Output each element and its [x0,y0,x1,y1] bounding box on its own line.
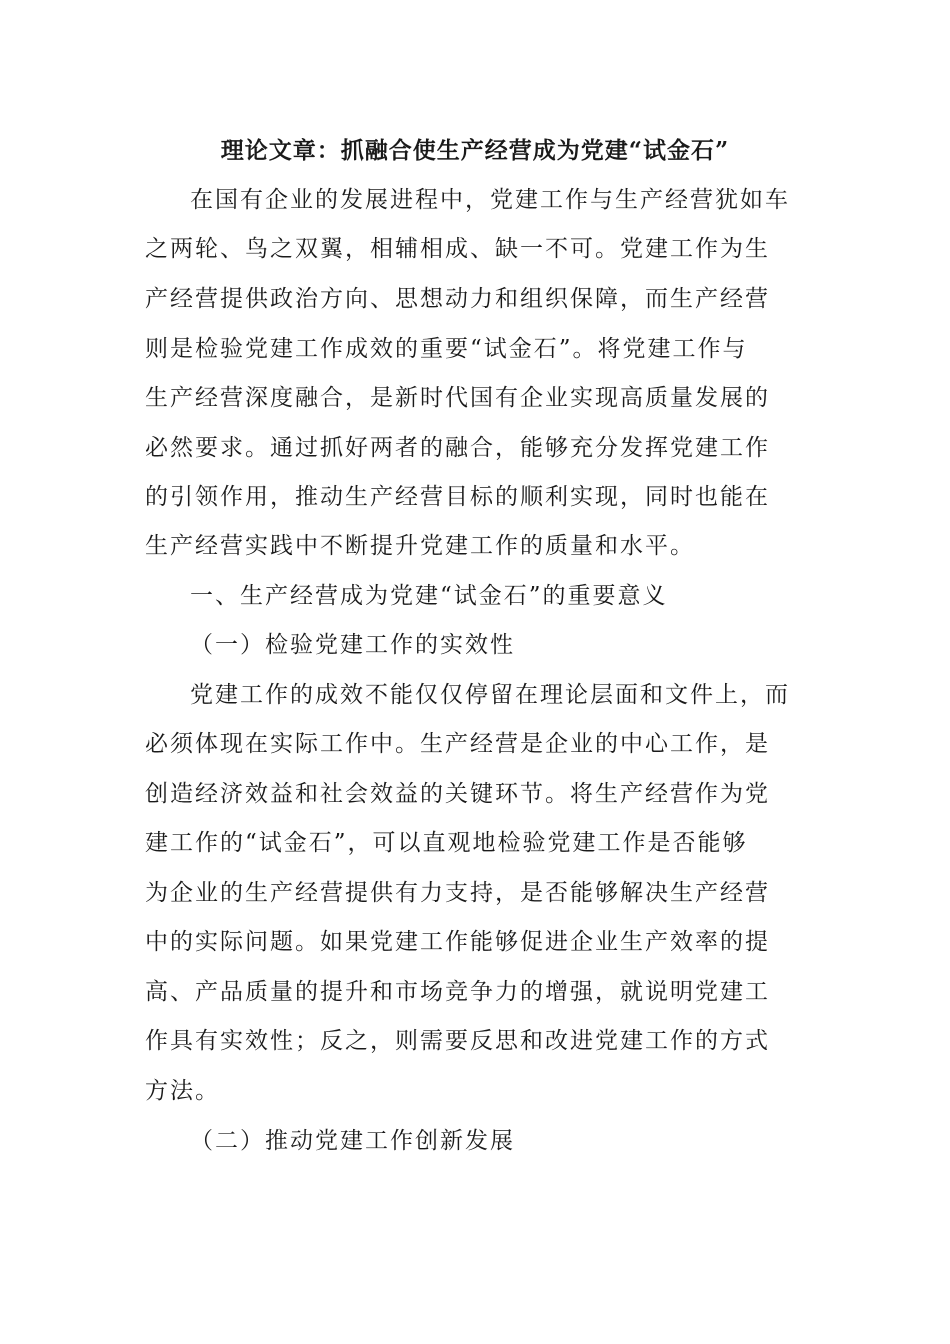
body-line: 产经营提供政治方向、思想动力和组织保障，而生产经营 [145,286,770,312]
body-line: 在国有企业的发展进程中，党建工作与生产经营犹如车 [190,187,790,213]
body-line: 为企业的生产经营提供有力支持，是否能够解决生产经营 [145,880,770,906]
subsection-heading: （一）检验党建工作的实效性 [190,632,515,658]
body-line: 生产经营深度融合，是新时代国有企业实现高质量发展的 [145,385,770,411]
body-line: 中的实际问题。如果党建工作能够促进企业生产效率的提 [145,929,770,955]
body-line: 的引领作用，推动生产经营目标的顺利实现，同时也能在 [145,484,770,510]
subsection-heading: （二）推动党建工作创新发展 [190,1128,515,1154]
body-line: 之两轮、鸟之双翼，相辅相成、缺一不可。党建工作为生 [145,236,770,262]
body-line: 建工作的“试金石”，可以直观地检验党建工作是否能够 [145,830,748,856]
body-line: 作具有实效性；反之，则需要反思和改进党建工作的方式 [145,1028,770,1054]
body-line: 必然要求。通过抓好两者的融合，能够充分发挥党建工作 [145,435,770,461]
body-line: 创造经济效益和社会效益的关键环节。将生产经营作为党 [145,781,770,807]
document-title: 理论文章：抓融合使生产经营成为党建“试金石” [220,137,730,164]
body-line: 高、产品质量的提升和市场竞争力的增强，就说明党建工 [145,979,770,1005]
section-heading: 一、生产经营成为党建“试金石”的重要意义 [190,583,668,609]
body-line: 党建工作的成效不能仅仅停留在理论层面和文件上，而 [190,682,790,708]
body-line: 生产经营实践中不断提升党建工作的质量和水平。 [145,533,695,559]
body-line: 则是检验党建工作成效的重要“试金石”。将党建工作与 [145,336,748,362]
body-line: 方法。 [145,1078,220,1104]
body-line: 必须体现在实际工作中。生产经营是企业的中心工作，是 [145,731,770,757]
